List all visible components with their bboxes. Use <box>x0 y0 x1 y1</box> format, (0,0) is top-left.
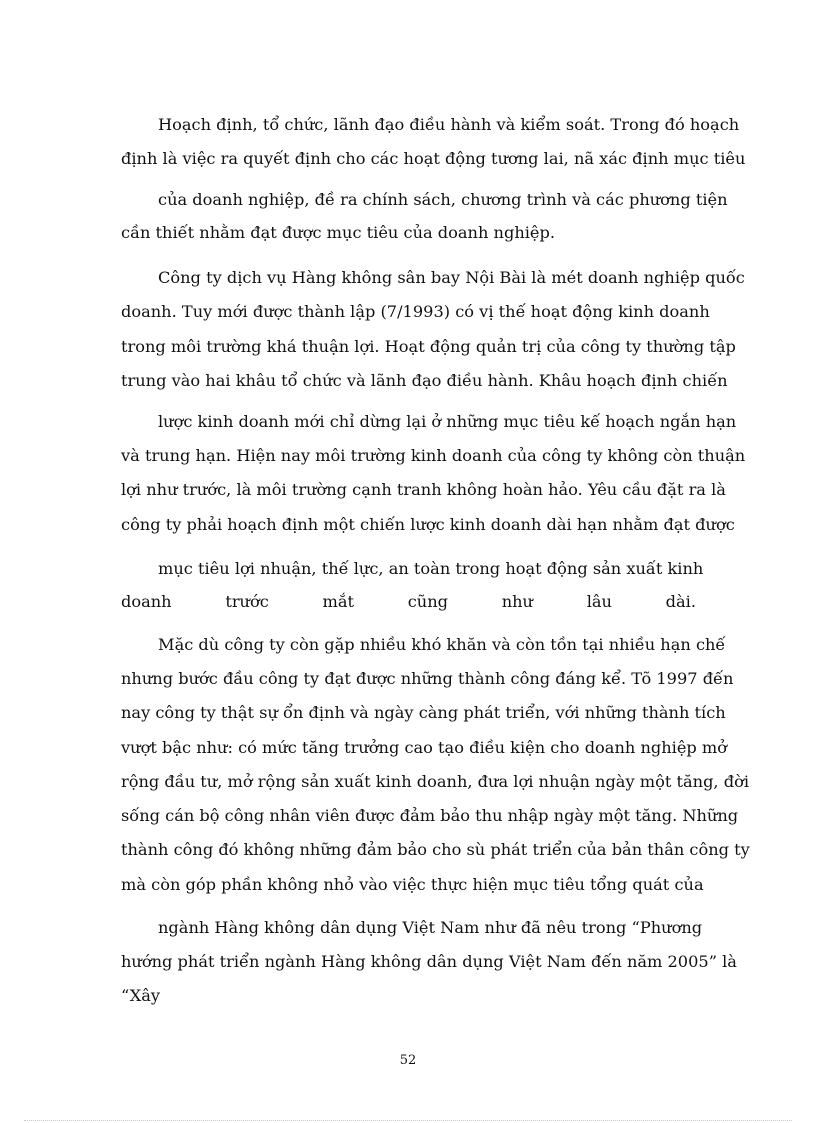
text-line: doanh. Tuy mới được thành lập (7/1993) có vị thế hoạt động kinh doanh <box>121 302 710 321</box>
text-line: Công ty dịch vụ Hàng không sân bay Nội Bài là mét doanh nghiệp quốc <box>158 268 745 287</box>
text-line: công ty phải hoạch định một chiến lược kinh doanh dài hạn nhằm đạt được <box>121 515 735 534</box>
page-number: 52 <box>399 1053 417 1068</box>
text-line: hướng phát triển ngành Hàng không dân dụng Việt Nam đến năm 2005” là <box>121 952 737 971</box>
text-line: cần thiết nhằm đạt được mục tiêu của doanh nghiệp. <box>121 223 556 242</box>
text-line: nhưng bước đầu công ty đạt được những thành công đáng kể. Tõ 1997 đến <box>121 669 734 688</box>
text-line: “Xây <box>121 986 161 1005</box>
text-line: vượt bậc như: có mức tăng trưởng cao tạo điều kiện cho doanh nghiệp mở <box>121 738 728 757</box>
text-line: rộng đầu tư, mở rộng sản xuất kinh doanh, đưa lợi nhuận ngày một tăng, đời <box>121 772 750 791</box>
text-line: của doanh nghiệp, đề ra chính sách, chương trình và các phương tiện <box>158 190 728 209</box>
text-line: mà còn góp phần không nhỏ vào việc thực hiện mục tiêu tổng quát của <box>121 875 704 894</box>
text-line: sống cán bộ công nhân viên được đảm bảo thu nhập ngày một tăng. Những <box>121 806 739 825</box>
text-line: và trung hạn. Hiện nay môi trường kinh doanh của công ty không còn thuận <box>121 446 746 465</box>
text-line: lược kinh doanh mới chỉ dừng lại ở những mục tiêu kế hoạch ngắn hạn <box>158 412 737 431</box>
text-line: trung vào hai khâu tổ chức và lãnh đạo điều hành. Khâu hoạch định chiến <box>121 371 728 390</box>
text-line: doanh trước mắt cũng như lâu dài. <box>121 592 696 611</box>
text-line: Mặc dù công ty còn gặp nhiều khó khăn và còn tồn tại nhiều hạn chế <box>158 635 726 654</box>
text-line: lợi như trước, là môi trường cạnh tranh không hoàn hảo. Yêu cầu đặt ra là <box>121 480 726 499</box>
text-line: định là việc ra quyết định cho các hoạt động tương lai, nã xác định mục tiêu <box>121 149 746 168</box>
text-line: nay công ty thật sự ổn định và ngày càng phát triển, với những thành tích <box>121 703 726 722</box>
page-bottom-border <box>24 1120 792 1121</box>
text-line: Hoạch định, tổ chức, lãnh đạo điều hành và kiểm soát. Trong đó hoạch <box>158 115 740 134</box>
text-line: trong môi trường khá thuận lợi. Hoạt động quản trị của công ty thường tập <box>121 337 736 356</box>
text-line: ngành Hàng không dân dụng Việt Nam như đã nêu trong “Phương <box>158 918 703 937</box>
text-line: mục tiêu lợi nhuận, thế lực, an toàn trong hoạt động sản xuất kinh <box>158 559 704 578</box>
text-line: thành công đó không những đảm bảo cho sù phát triển của bản thân công ty <box>121 840 750 859</box>
